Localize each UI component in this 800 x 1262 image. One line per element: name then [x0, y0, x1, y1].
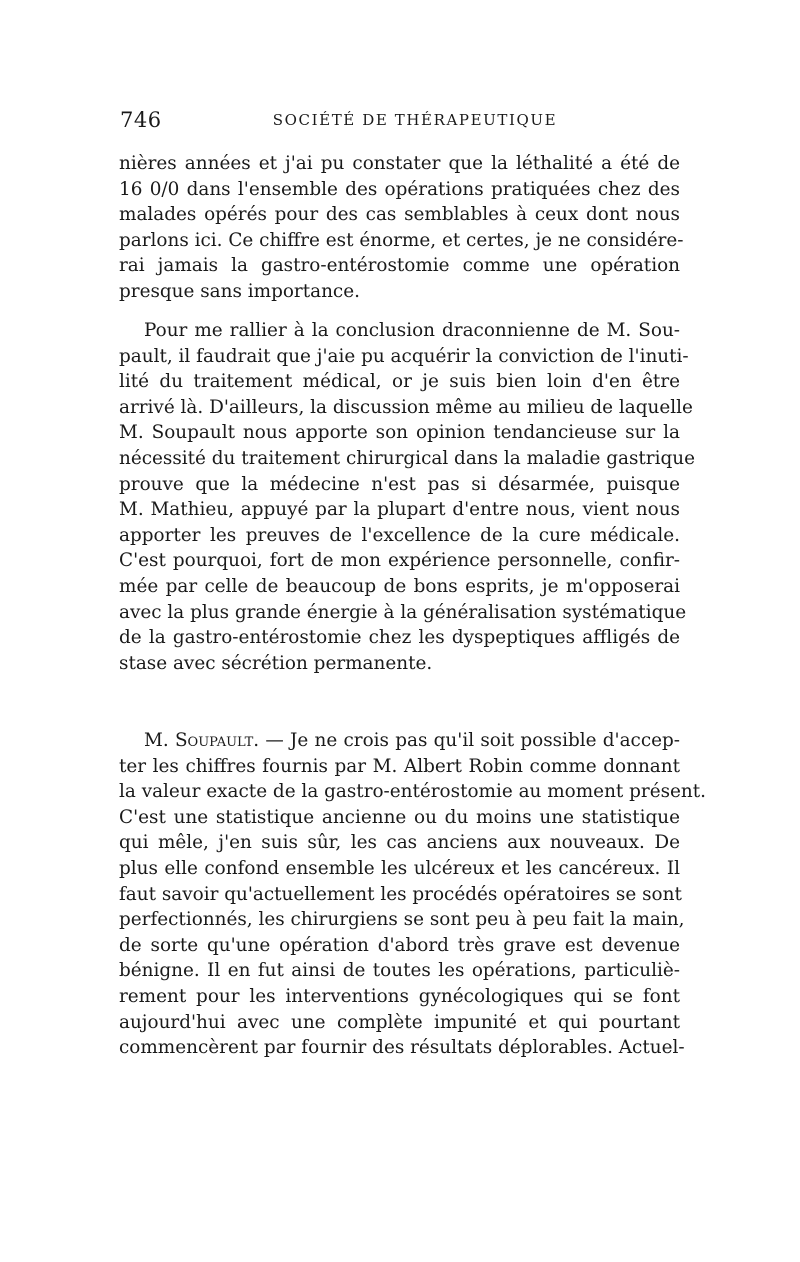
text-line: presque sans importance. — [119, 280, 360, 302]
text-line: la valeur exacte de la gastro-entérostomie au moment présent. — [119, 781, 707, 803]
text-line: apporter les preuves de l'excellence de la cure médicale. — [119, 524, 680, 546]
paragraph-1 — [119, 151, 684, 305]
text-line: commencèrent par fournir des résultats déplorables. Actuel- — [119, 1037, 685, 1059]
text-line: qui mêle, j'en suis sûr, les cas anciens aux nouveaux. De — [119, 832, 680, 854]
text-line: M. Mathieu, appuyé par la plupart d'entre nous, vient nous — [119, 499, 680, 521]
paragraph-3 — [119, 728, 707, 1061]
text-line: rement pour les interventions gynécologiques qui se font — [119, 985, 680, 1007]
page-number: 746 — [120, 108, 162, 132]
text-line: stase avec sécrétion permanente. — [119, 652, 433, 674]
text-line: C'est pourquoi, fort de mon expérience personnelle, confir- — [119, 550, 680, 572]
text-line: parlons ici. Ce chiffre est énorme, et certes, je ne considére- — [119, 229, 684, 251]
text-line: rai jamais la gastro-entérostomie comme une opération — [119, 255, 680, 277]
text-line: mée par celle de beaucoup de bons esprits, je m'opposerai — [119, 575, 680, 597]
text-line: C'est une statistique ancienne ou du moins une statistique — [119, 806, 680, 828]
text-line: nières années et j'ai pu constater que la léthalité a été de — [119, 153, 680, 174]
text-line: aujourd'hui avec une complète impunité et qui pourtant — [119, 1011, 680, 1033]
text-line: 16 0/0 dans l'ensemble des opérations pratiquées chez des — [119, 178, 680, 200]
text-line: Pour me rallier à la conclusion draconnienne de M. Sou- — [144, 320, 680, 341]
running-head: SOCIÉTÉ DE THÉRAPEUTIQUE — [272, 111, 558, 129]
paragraph-2 — [119, 318, 695, 676]
text-line: faut savoir qu'actuellement les procédés opératoires se sont — [119, 883, 682, 905]
text-line: de la gastro-entérostomie chez les dyspeptiques affligés de — [119, 627, 680, 649]
speaker-line-rest: — Je ne crois pas qu'il soit possible d'accep- — [259, 730, 681, 751]
text-line: ter les chiffres fournis par M. Albert Robin comme donnant — [119, 755, 680, 777]
text-line: avec la plus grande énergie à la généralisation systématique — [119, 601, 687, 623]
text-line: plus elle confond ensemble les ulcéreux et les cancéreux. Il — [119, 857, 680, 879]
speaker-name: Soupault. — [174, 730, 260, 751]
text-line: perfectionnés, les chirurgiens se sont peu à peu fait la main, — [119, 909, 685, 931]
text-line: pault, il faudrait que j'aie pu acquérir la conviction de l'inuti- — [119, 345, 689, 367]
text-line: prouve que la médecine n'est pas si désarmée, puisque — [119, 473, 680, 495]
text-line: de sorte qu'une opération d'abord très grave est devenue — [119, 934, 680, 956]
text-line: M. Soupault nous apporte son opinion tendancieuse sur la — [119, 422, 680, 444]
text-line: arrivé là. D'ailleurs, la discussion même au milieu de laquelle — [119, 396, 693, 418]
text-line — [119, 728, 680, 754]
text-line: lité du traitement médical, or je suis bien loin d'en être — [119, 371, 680, 393]
text-line: malades opérés pour des cas semblables à ceux dont nous — [119, 204, 680, 226]
text-line: bénigne. Il en fut ainsi de toutes les opérations, particuliè- — [119, 960, 680, 982]
speaker-prefix: M. — [144, 730, 175, 751]
text-line: nécessité du traitement chirurgical dans la maladie gastrique — [119, 447, 695, 469]
